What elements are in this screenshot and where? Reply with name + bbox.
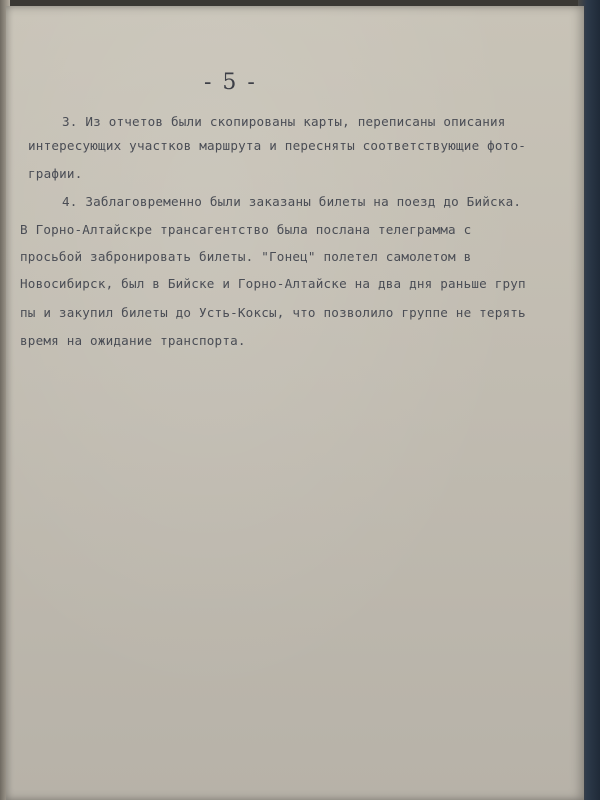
paragraph-line: 3. Из отчетов были скопированы карты, переписаны описания <box>62 114 506 129</box>
paragraph-line: Новосибирск, был в Бийске и Горно-Алтайске на два дня раньше груп <box>20 276 526 291</box>
paragraph-line: время на ожидание транспорта. <box>20 333 246 348</box>
page-number: - 5 - <box>204 70 257 95</box>
paragraph-line: пы и закупил билеты до Усть-Коксы, что позволило группе не терять <box>20 305 526 320</box>
paragraph-line: 4. Заблаговременно были заказаны билеты на поезд до Бийска. <box>62 194 522 209</box>
paragraph-line: В Горно-Алтайскре трансагентство была послана телеграмма с <box>20 222 472 237</box>
paragraph-line: просьбой забронировать билеты. "Гонец" полетел самолетом в <box>20 249 472 264</box>
paragraph-line: интересующих участков маршрута и пересняты соответствующие фото- <box>28 138 527 153</box>
paragraph-line: графии. <box>28 166 83 181</box>
document-page <box>6 6 584 800</box>
